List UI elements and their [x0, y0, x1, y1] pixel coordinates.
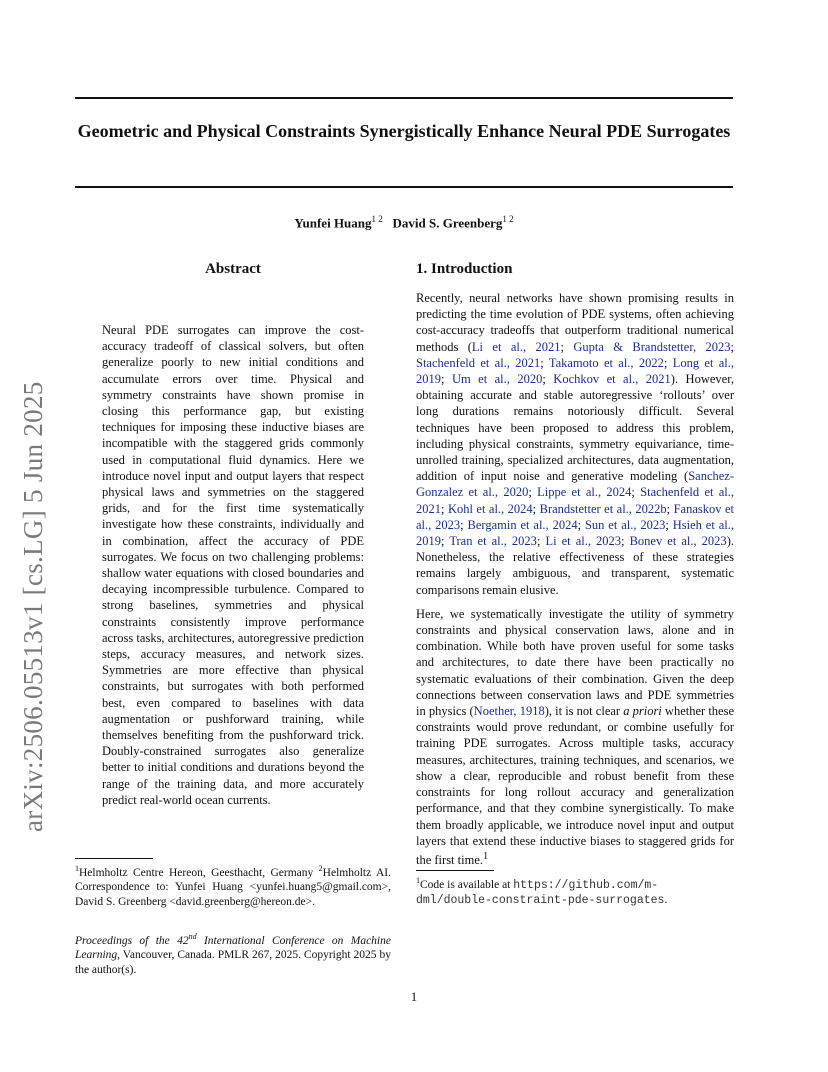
citation-link[interactable]: Sun et al., 2023 [584, 517, 666, 532]
text-run: ; [536, 534, 546, 549]
text-run: ; [666, 501, 674, 516]
top-rule [75, 97, 733, 99]
citation-link[interactable]: Li et al., 2021 [471, 339, 561, 354]
text-run: ). Nonetheless, the relative effectiveness of these strategies remains largely ambiguous, and transparent, systematic comparisons remain elusive. [416, 534, 734, 597]
footnote-marker: nd [188, 932, 197, 941]
text-run: International Conference on Machine Learning [75, 934, 391, 962]
introduction-paragraph-1 [416, 290, 734, 598]
text-run: ; [560, 339, 574, 354]
citation-link[interactable]: Kochkov et al., 2021 [553, 372, 671, 387]
text-run: ; [532, 501, 540, 516]
author-affiliation: 1 2 [371, 214, 383, 224]
author-list [75, 214, 733, 231]
text-run: ; [460, 517, 468, 532]
footnote-marker: 1 [416, 876, 420, 885]
citation-link[interactable]: Stachenfeld et al., 2021 [416, 485, 735, 516]
text-run: 42 [177, 934, 189, 947]
citation-link[interactable]: Bonev et al., 2023 [629, 534, 727, 549]
citation-link[interactable]: Um et al., 2020 [451, 372, 543, 387]
text-run: ; [441, 534, 450, 549]
footnote-marker: 1 [483, 850, 489, 862]
text-run: ), it is not clear [544, 704, 624, 719]
footnote-marker: 2 [318, 864, 323, 873]
citation-link[interactable]: Fanaskov et al., 2023 [416, 501, 735, 532]
citation-link[interactable]: Li et al., 2023 [545, 534, 622, 549]
text-run: ; [441, 501, 448, 516]
citation-link[interactable]: Lippe et al., 2024 [537, 485, 632, 500]
text-run: Helmholtz Centre Hereon, Geesthacht, Germany [79, 866, 319, 879]
author-affiliation: 1 2 [502, 214, 514, 224]
left-footnote-rule [75, 858, 153, 859]
citation-link[interactable]: Takamoto et al., 2022 [548, 355, 664, 370]
citation-link[interactable]: Hsieh et al., 2019 [416, 517, 734, 549]
text-run: a priori [623, 704, 662, 719]
text-run: Helmholtz AI. Correspondence to: Yunfei Huang <yunfei.huang5@gmail.com>, David S. Greenberg <david.greenberg@hereon.de>. [75, 866, 391, 908]
title-bottom-rule [75, 186, 733, 188]
text-run: ; [621, 534, 630, 549]
code-url-link[interactable]: https://github.com/m-dml/double-constraint-pde-surrogates [416, 878, 665, 908]
text-run: ; [441, 372, 452, 387]
citation-link[interactable]: Stachenfeld et al., 2021 [416, 355, 541, 370]
text-run: ; [730, 339, 734, 354]
text-run: Proceedings of the [75, 934, 178, 947]
page-number: 1 [410, 990, 418, 1004]
citation-link[interactable]: Tran et al., 2023 [449, 534, 537, 549]
introduction-paragraph-2 [416, 606, 734, 868]
text-run: whether these constraints would prove redundant, or combine usefully for training PDE surrogates. Across multiple tasks, accuracy measures, architectures, training techniques, and scenarios, we show a clear, reproducible and robust benefit from these constraints for long rollout accuracy and generalization performance, and that they combine synergistically. To make them broadly applicable, we introduce novel input and output layers that extend these inductive biases to staggered grids for the first time. [416, 704, 734, 868]
citation-link[interactable]: Long et al., 2019 [416, 355, 734, 387]
code-footnote [416, 874, 734, 909]
arxiv-identifier[interactable]: arXiv:2506.05513v1 [cs.LG] 5 Jun 2025 [18, 381, 48, 832]
citation-link[interactable]: Noether, 1918 [473, 704, 545, 719]
text-run: . [664, 894, 668, 907]
text-run: ; [663, 355, 673, 370]
author-name: Yunfei Huang [294, 215, 372, 231]
text-run: Code is available at [420, 878, 514, 891]
introduction-heading: 1. Introduction [416, 261, 513, 277]
text-run: Here, we systematically investigate the utility of symmetry constraints and physical conservation laws, alone and in combination. While both have proven useful for some tasks and architectures, to date there have been practically no systematic evaluations of their combination. Given the deep connections between conservation laws and PDE symmetries in physics ( [416, 606, 734, 719]
affiliation-footnote [75, 862, 391, 909]
author-name: David S. Greenberg [392, 215, 503, 231]
citation-link[interactable]: Brandstetter et al., 2022b [539, 501, 667, 516]
citation-link[interactable]: Gupta & Brandstetter, 2023 [573, 339, 731, 354]
text-run: ; [540, 355, 549, 370]
citation-link[interactable]: Sanchez-Gonzalez et al., 2020 [416, 469, 734, 500]
text-run: ; [665, 517, 673, 532]
text-run: ). However, obtaining accurate and stable autoregressive ‘rollouts’ over long durations remains notoriously difficult. Several techniques have been proposed to address this problem, including physical constraints, symmetry equivariance, time-unrolled training, specialized architectures, data augmentation, addition of input noise and generative modeling ( [416, 372, 734, 484]
citation-link[interactable]: Bergamin et al., 2024 [467, 517, 578, 532]
text-run: ; [631, 485, 641, 500]
text-run: , Vancouver, Canada. PMLR 267, 2025. Copyright 2025 by the author(s). [75, 949, 391, 976]
abstract-paragraph: Neural PDE surrogates can improve the cost-accuracy tradeoff of classical solvers, but often generalize poorly to new initial conditions and accumulate errors over time. Physical and symmetry constraints have shown promise in closing this performance gap, but existing techniques for imposing these inductive biases are incompatible with the staggered grids commonly used in computational fluid dynamics. Here we introduce novel input and output layers that respect physical laws and symmetries on the staggered grids, and for the first time systematically investigate how these constraints, individually and in combination, affect the accuracy of PDE surrogates. We focus on two challenging problems: shallow water equations with closed boundaries and decaying incompressible turbulence. Compared to strong baselines, symmetries and physical constraints consistently improve performance across tasks, architectures, autoregressive prediction steps, accuracy measures, and network sizes. Symmetries are more effective than physical constraints, but surrogates with both performed best, even compared to baselines with data augmentation or pushforward training, while themselves benefiting from the pushforward trick. Doubly-constrained surrogates also generalize better to initial conditions and durations beyond the range of the training data, and more accurately predict real-world ocean currents. [102, 323, 364, 807]
abstract-text [102, 322, 364, 808]
text-run: ; [577, 517, 585, 532]
abstract-heading: Abstract [205, 261, 261, 277]
footnote-marker: 1 [75, 864, 79, 873]
citation-link[interactable]: Kohl et al., 2024 [447, 501, 533, 516]
text-run: ; [528, 485, 538, 500]
text-run: Recently, neural networks have shown promising results in predicting the time evolution of PDE systems, often achieving cost-accuracy tradeoffs that outperform traditional numerical methods ( [416, 291, 734, 354]
text-run: ; [542, 372, 554, 387]
paper-title: Geometric and Physical Constraints Synergistically Enhance Neural PDE Surrogates [77, 121, 731, 141]
right-footnote-rule [416, 870, 494, 871]
introduction-text [416, 290, 734, 868]
proceedings-note [75, 930, 391, 977]
